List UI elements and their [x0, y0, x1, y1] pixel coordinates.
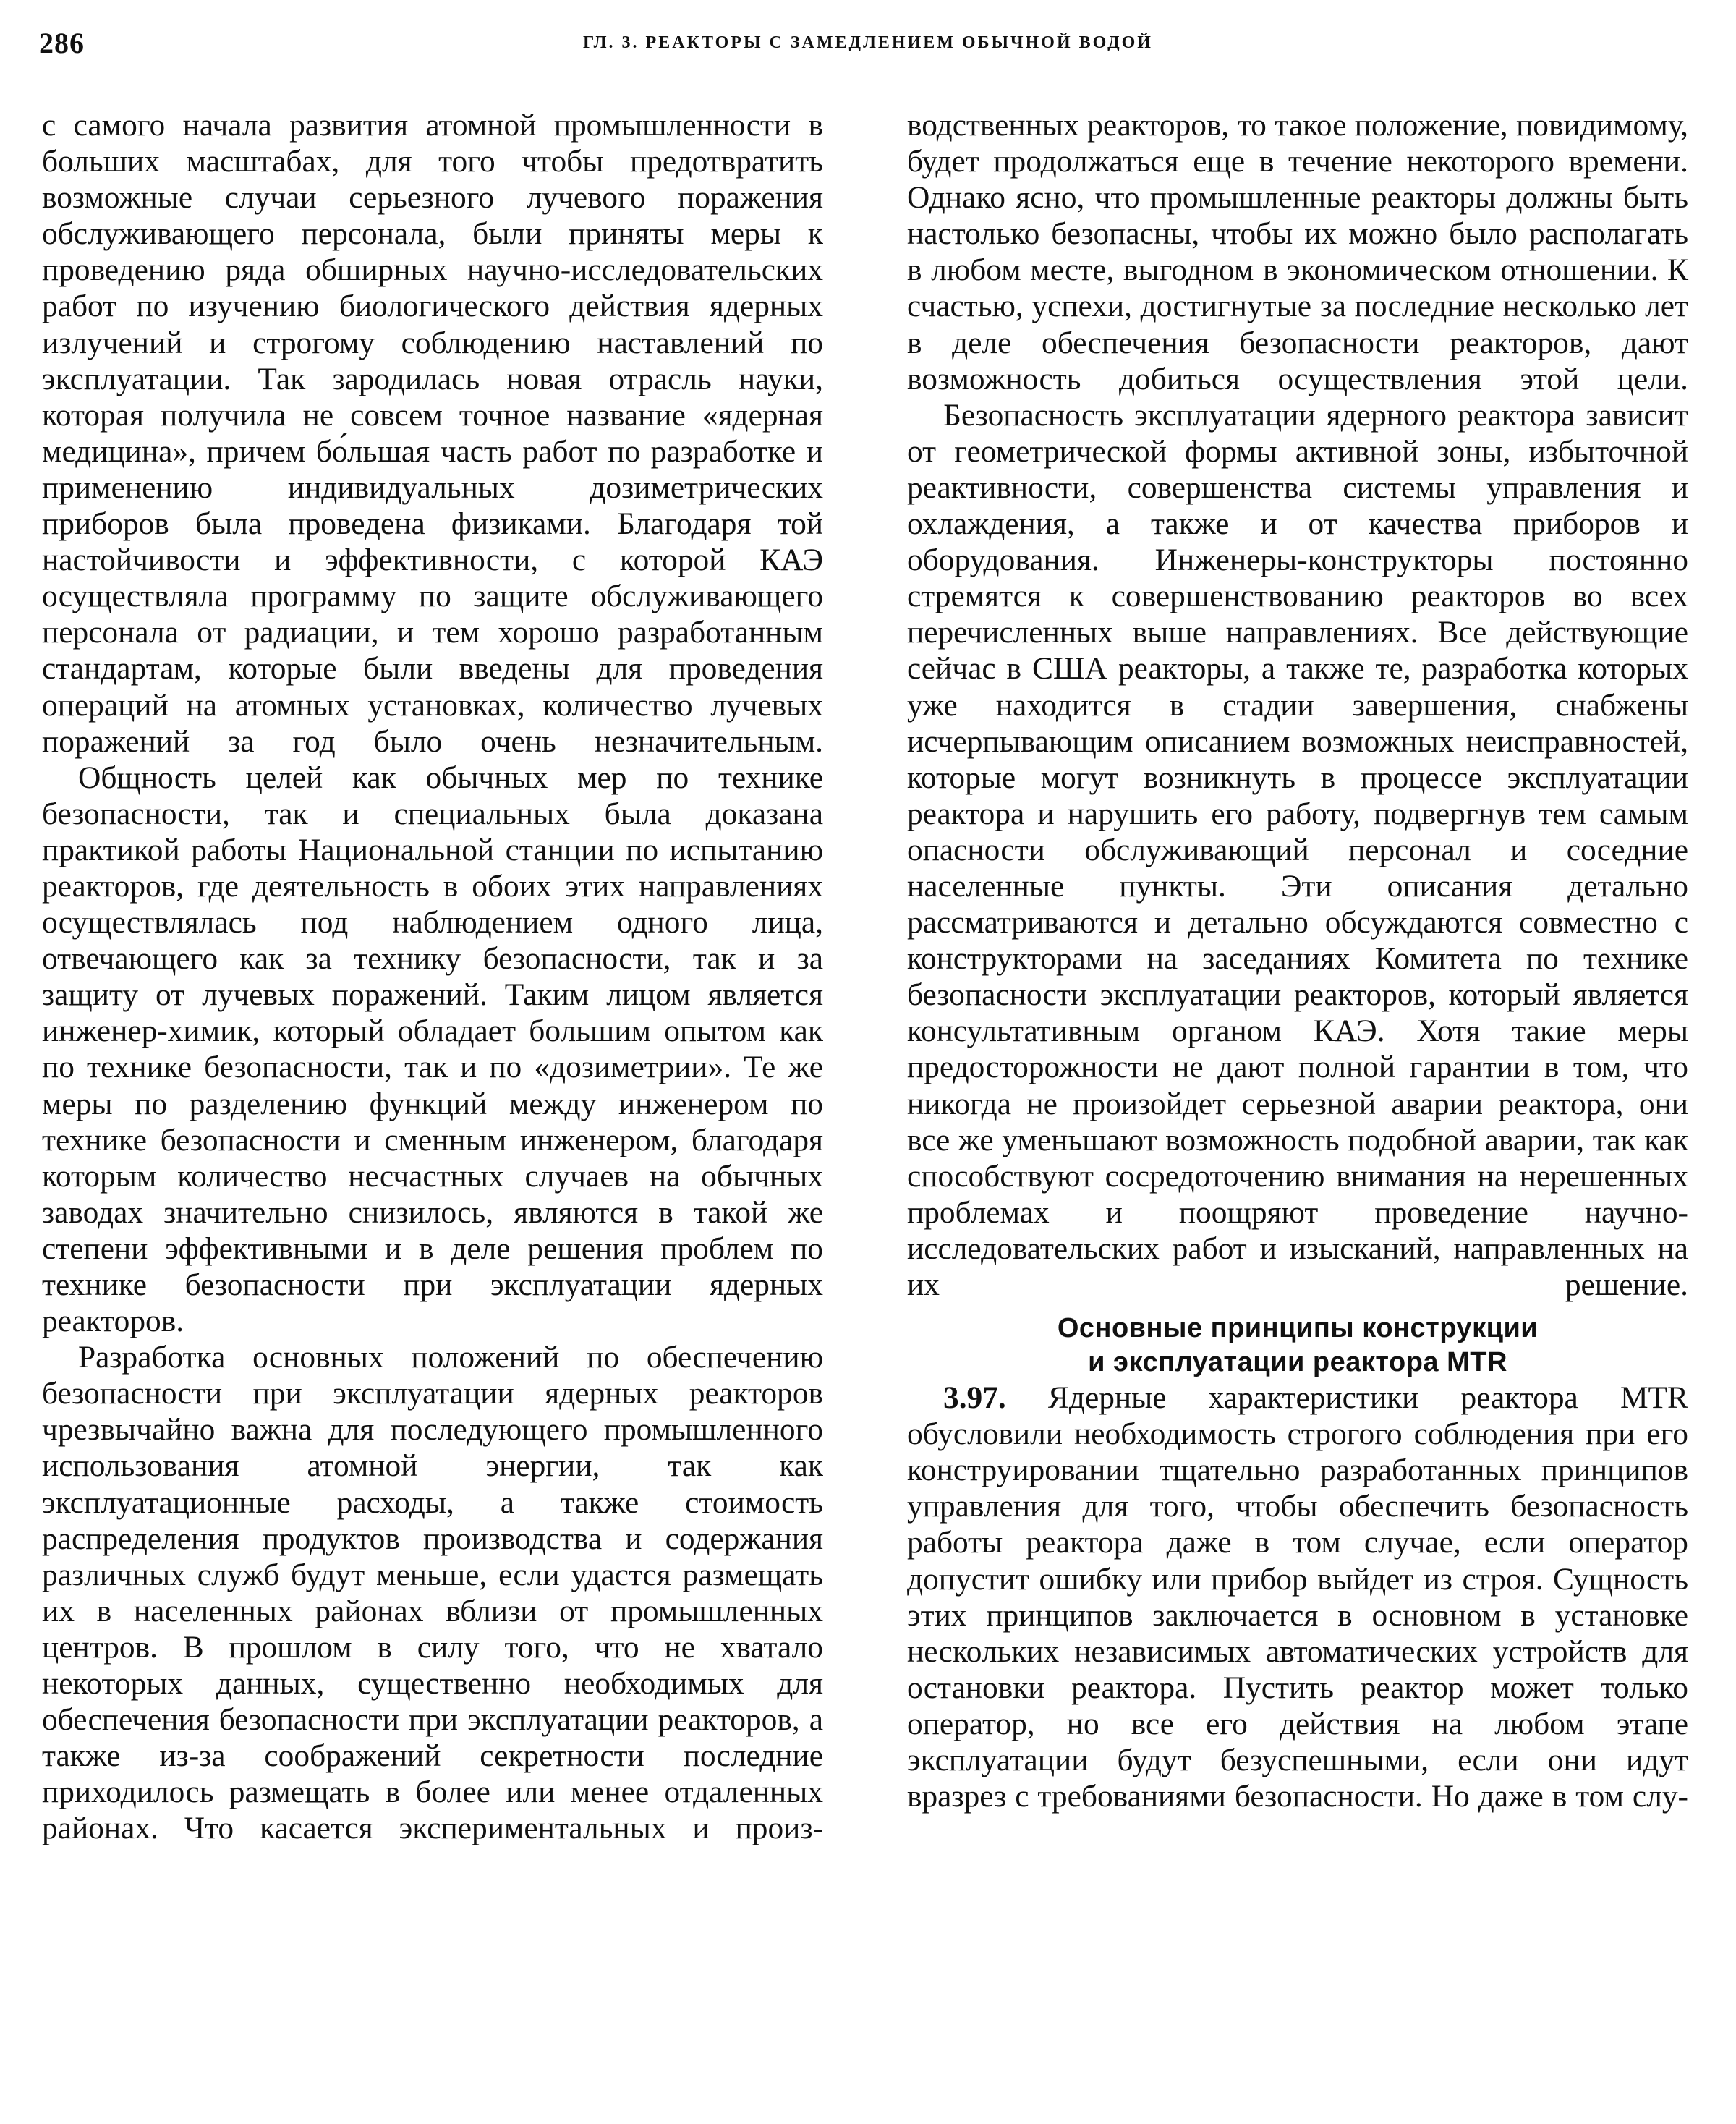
section-heading-line: Основные принципы конструкции: [1057, 1313, 1539, 1344]
running-title: ГЛ. 3. РЕАКТОРЫ С ЗАМЕДЛЕНИЕМ ОБЫЧНОЙ ВОДОЙ: [583, 33, 1153, 52]
section-text: Ядерные характеристики реактора MTR обусловили необходимость строгого соблюдения при его конструировании тщательно разработанных принципов управления для того, чтобы обеспечить безопасность работы реактора даже в том случае, если оператор допустит ошибку или прибор выйдет из строя. Сущность этих принципов заключается в основном в установке нескольких независимых автоматических устройств для остановки реактора. Пустить реактор может только оператор, но все его действия на любом этапе эксплуатации будут безуспешными, если они идут вразрез с требованиями безопасности. Но даже в том слу-: [907, 1380, 1688, 1814]
paragraph: Разработка основных положений по обеспечению безопасности при эксплуатации ядерных реакторов чрезвычайно важна для последующего промышленного использования атомной энергии, так как эксплуатационные расходы, а также стоимость распределения продуктов производства и содержания различных служб будут меньше, если удастся размещать их в населенных районах вблизи от промышленных центров. В прошлом в силу того, что не хватало некоторых данных, существенно необходимых для обеспечения безопасности при эксплуатации реакторов, а также из-за соображений секретности последние приходилось размещать в более или менее отдаленных районах. Что касается экспериментальных и произ-: [42, 1340, 823, 1846]
paragraph: водственных реакторов, то такое положение, повидимому, будет продолжаться еще в течение некоторого времени. Однако ясно, что промышленные реакторы должны быть настолько безопасны, чтобы их можно было располагать в любом месте, выгодном в экономическом отношении. К счастью, успехи, достигнутые за последние несколько лет в деле обеспечения безопасности реакторов, дают возможность добиться осуществления этой цели.: [907, 108, 1688, 396]
paragraph: Общность целей как обычных мер по технике безопасности, так и специальных была доказана практикой работы Национальной станции по испытанию реакторов, где деятельность в обоих этих направлениях осуществлялась под наблюдением одного лица, отвечающего как за технику безопасности, так и за защиту от лучевых поражений. Таким лицом является инженер-химик, который обладает большим опытом как по технике безопасности, так и по «дозиметрии». Те же меры по разделению функций между инженером по технике безопасности и сменным инженером, благодаря которым количество несчастных случаев на обычных заводах значительно снизилось, являются в такой же степени эффективными и в деле решения проблем по технике безопасности при эксплуатации ядерных реакторов.: [42, 760, 823, 1339]
right-column: [907, 107, 1688, 1814]
section-number: 3.97.: [943, 1380, 1006, 1416]
paragraph: Безопасность эксплуатации ядерного реактора зависит от геометрической формы активной зоны, избыточной реактивности, совершенства системы управления и охлаждения, а также и от качества приборов и оборудования. Инженеры-конструкторы постоянно стремятся к совершенствованию реакторов во всех перечисленных выше направлениях. Все действующие сейчас в США реакторы, а также те, разработка которых уже находится в стадии завершения, снабжены исчерпывающим описанием возможных неисправностей, которые могут возникнуть в процессе эксплуатации реактора и нарушить его работу, подвергнув тем самым опасности обслуживающий персонал и соседние населенные пункты. Эти описания детально рассматриваются и детально обсуждаются совместно с конструкторами на заседаниях Комитета по технике безопасности эксплуатации реакторов, который является консультативным органом КАЭ. Хотя такие меры предосторожности не дают полной гарантии в том, что никогда не произойдет серьезной аварии реактора, они все же уменьшают возможность подобной аварии, так как способствуют сосредоточению внимания на нерешенных проблемах и поощряют проведение научно-исследовательских работ и изысканий, направленных на их решение.: [907, 397, 1688, 1302]
page-number: 286: [39, 27, 85, 59]
paragraph: с самого начала развития атомной промышленности в больших масштабах, для того чтобы предотвратить возможные случаи серьезного лучевого поражения обслуживающего персонала, были приняты меры к проведению ряда обширных научно-исследовательских работ по изучению биологического действия ядерных излучений и строгому соблюдению наставлений по эксплуатации. Так зародилась новая отрасль науки, которая получила не совсем точное название «ядерная медицина», причем бо́льшая часть работ по разработке и применению индивидуальных дозиметрических приборов была проведена физиками. Благодаря той настойчивости и эффективности, с которой КАЭ осуществляла программу по защите обслуживающего персонала от радиации, и тем хорошо разработанным стандартам, которые были введены для проведения операций на атомных установках, количество лучевых поражений за год было очень незначительным.: [42, 108, 823, 759]
section-paragraph: [907, 1380, 1688, 1814]
section-heading-line: и эксплуатации реактора MTR: [1088, 1347, 1507, 1378]
left-column: [42, 107, 823, 1847]
section-heading: [907, 1312, 1688, 1380]
